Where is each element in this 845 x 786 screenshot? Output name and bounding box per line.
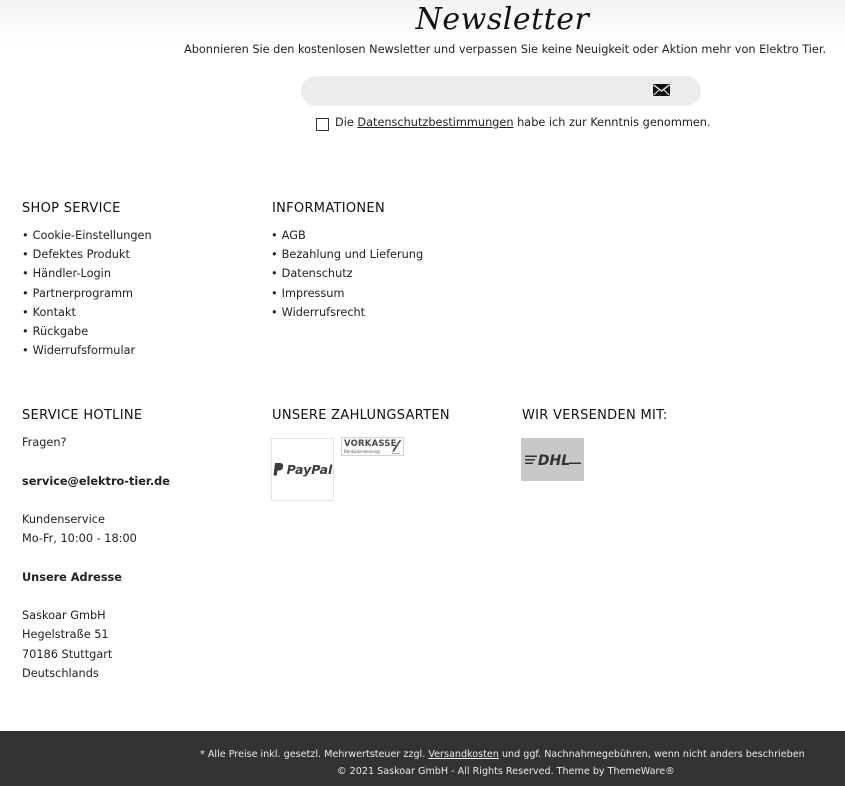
vorkasse-logo: [341, 437, 404, 456]
shop-link-contact[interactable]: • Kontakt: [22, 303, 152, 322]
address-company: Saskoar GmbH: [22, 609, 106, 622]
footer-copyright: © 2021 Saskoar GmbH - All Rights Reserved. Theme by ThemeWare®: [337, 766, 675, 777]
shop-service-links: [22, 226, 152, 360]
address-street: Hegelstraße 51: [22, 628, 109, 641]
dhl-logo-graphic: [525, 451, 581, 469]
info-link-imprint[interactable]: • Impressum: [271, 284, 423, 303]
paypal-label: PayPal: [286, 462, 333, 477]
footer-tax-notice: [200, 749, 805, 760]
vorkasse-sublabel: Banküberweisung: [344, 449, 380, 454]
address-country: Deutschlands: [22, 667, 99, 680]
newsletter-consent: [316, 114, 711, 131]
service-hotline-heading: SERVICE HOTLINE: [22, 408, 143, 423]
dhl-label: DHL: [537, 452, 570, 469]
dhl-logo: [521, 438, 584, 481]
address-heading: Unsere Adresse: [22, 571, 122, 584]
shipping-costs-link[interactable]: Versandkosten: [428, 749, 499, 760]
hotline-hours: Mo-Fr, 10:00 - 18:00: [22, 532, 137, 545]
informationen-links: [271, 226, 423, 322]
shipping-heading: WIR VERSENDEN MIT:: [522, 408, 668, 423]
shop-link-withdrawal-form[interactable]: • Widerrufsformular: [22, 341, 152, 360]
shop-link-dealer-login[interactable]: • Händler-Login: [22, 264, 152, 283]
shop-link-partner-program[interactable]: • Partnerprogramm: [22, 284, 152, 303]
shop-link-defective-product[interactable]: • Defektes Produkt: [22, 245, 152, 264]
hotline-question: Fragen?: [22, 436, 67, 449]
hotline-service-label: Kundenservice: [22, 513, 105, 526]
info-link-agb[interactable]: • AGB: [271, 226, 423, 245]
shop-service-heading: SHOP SERVICE: [22, 201, 121, 216]
pen-icon: [391, 439, 401, 454]
informationen-heading: INFORMATIONEN: [272, 201, 385, 216]
newsletter-email-input[interactable]: [301, 76, 701, 106]
info-link-payment-delivery[interactable]: • Bezahlung und Lieferung: [271, 245, 423, 264]
info-link-withdrawal-right[interactable]: • Widerrufsrecht: [271, 303, 423, 322]
paypal-logo: [271, 438, 334, 501]
newsletter-title: Newsletter: [415, 2, 590, 37]
address-city: 70186 Stuttgart: [22, 648, 113, 661]
shop-link-cookie-settings[interactable]: • Cookie-Einstellungen: [22, 226, 152, 245]
envelope-icon: [653, 84, 670, 96]
info-link-privacy[interactable]: • Datenschutz: [271, 264, 423, 283]
payment-methods-heading: UNSERE ZAHLUNGSARTEN: [272, 408, 450, 423]
hotline-email-link[interactable]: service@elektro-tier.de: [22, 475, 170, 488]
paypal-icon: [273, 463, 284, 476]
footer-tax-suffix: und ggf. Nachnahmegebühren, wenn nicht anders beschrieben: [501, 749, 805, 760]
footer-tax-prefix: * Alle Preise inkl. gesetzl. Mehrwertsteuer zzgl.: [200, 749, 426, 760]
privacy-policy-link[interactable]: Datenschutzbestimmungen: [357, 116, 514, 129]
newsletter-subtitle: Abonnieren Sie den kostenlosen Newsletter und verpassen Sie keine Neuigkeit oder Aktion mehr von Elektro Tier.: [184, 43, 827, 56]
consent-prefix: Die: [335, 116, 354, 129]
shop-link-returns[interactable]: • Rückgabe: [22, 322, 152, 341]
newsletter-submit-button[interactable]: [651, 82, 671, 98]
consent-suffix: habe ich zur Kenntnis genommen.: [517, 116, 711, 129]
vorkasse-label: VORKASSE: [344, 439, 397, 449]
consent-checkbox[interactable]: [316, 118, 329, 131]
